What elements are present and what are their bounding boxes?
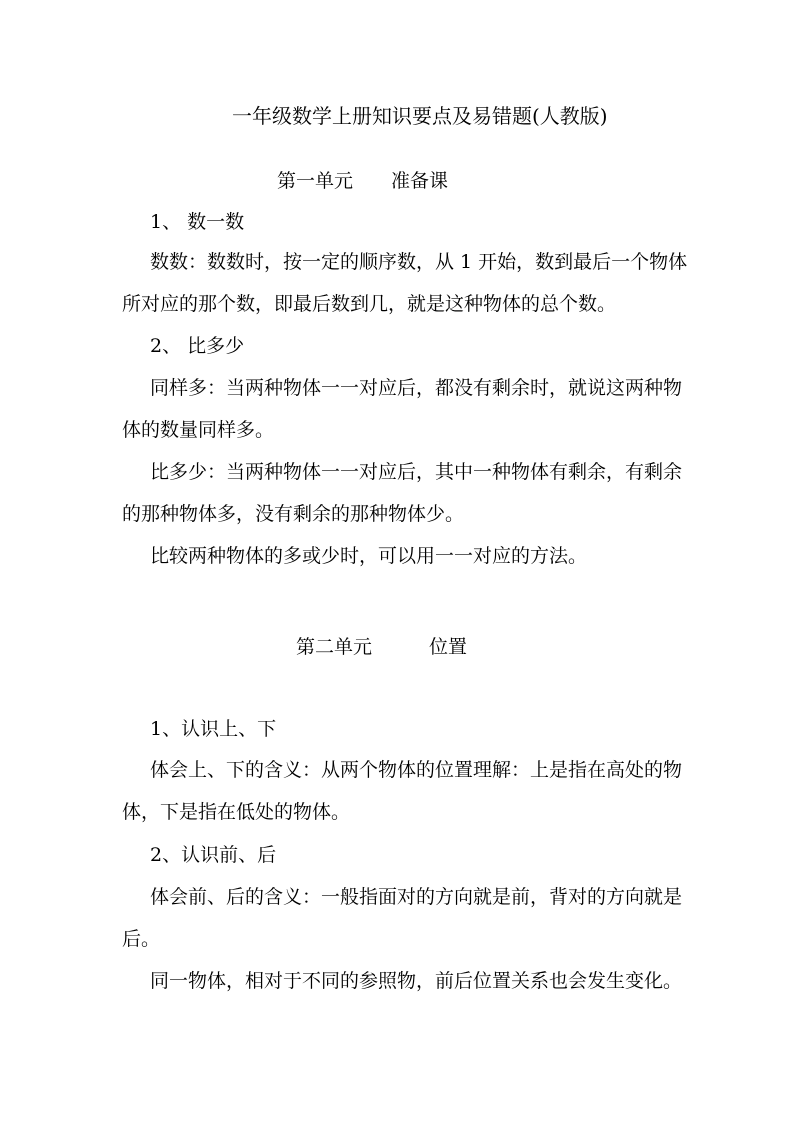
section-heading: 2、 比多少 (150, 335, 245, 357)
paragraph-line: 所对应的那个数，即最后数到几，就是这种物体的总个数。 (122, 293, 617, 315)
section-heading: 1、 数一数 (150, 211, 245, 233)
unit-heading: 第一单元 准备课 (277, 170, 449, 192)
paragraph-line: 体会上、下的含义：从两个物体的位置理解：上是指在高处的物 (150, 759, 683, 781)
document-title: 一年级数学上册知识要点及易错题(人教版) (232, 104, 608, 128)
paragraph-line: 同一物体，相对于不同的参照物，前后位置关系也会发生变化。 (150, 970, 683, 992)
paragraph-line: 体，下是指在低处的物体。 (122, 801, 351, 823)
unit-heading: 第二单元 位置 (296, 636, 468, 658)
paragraph-line: 数数：数数时，按一定的顺序数，从 1 开始，数到最后一个物体 (150, 251, 688, 273)
paragraph-line: 体会前、后的含义：一般指面对的方向就是前，背对的方向就是 (150, 886, 683, 908)
paragraph-line: 同样多：当两种物体一一对应后，都没有剩余时，就说这两种物 (150, 377, 683, 399)
paragraph-line: 比较两种物体的多或少时，可以用一一对应的方法。 (150, 545, 588, 567)
section-heading: 2、认识前、后 (150, 844, 277, 866)
section-heading: 1、认识上、下 (150, 718, 277, 740)
paragraph-line: 后。 (122, 928, 161, 950)
paragraph-line: 体的数量同样多。 (122, 419, 275, 441)
paragraph-line: 的那种物体多，没有剩余的那种物体少。 (122, 503, 465, 525)
paragraph-line: 比多少：当两种物体一一对应后，其中一种物体有剩余，有剩余 (150, 461, 683, 483)
